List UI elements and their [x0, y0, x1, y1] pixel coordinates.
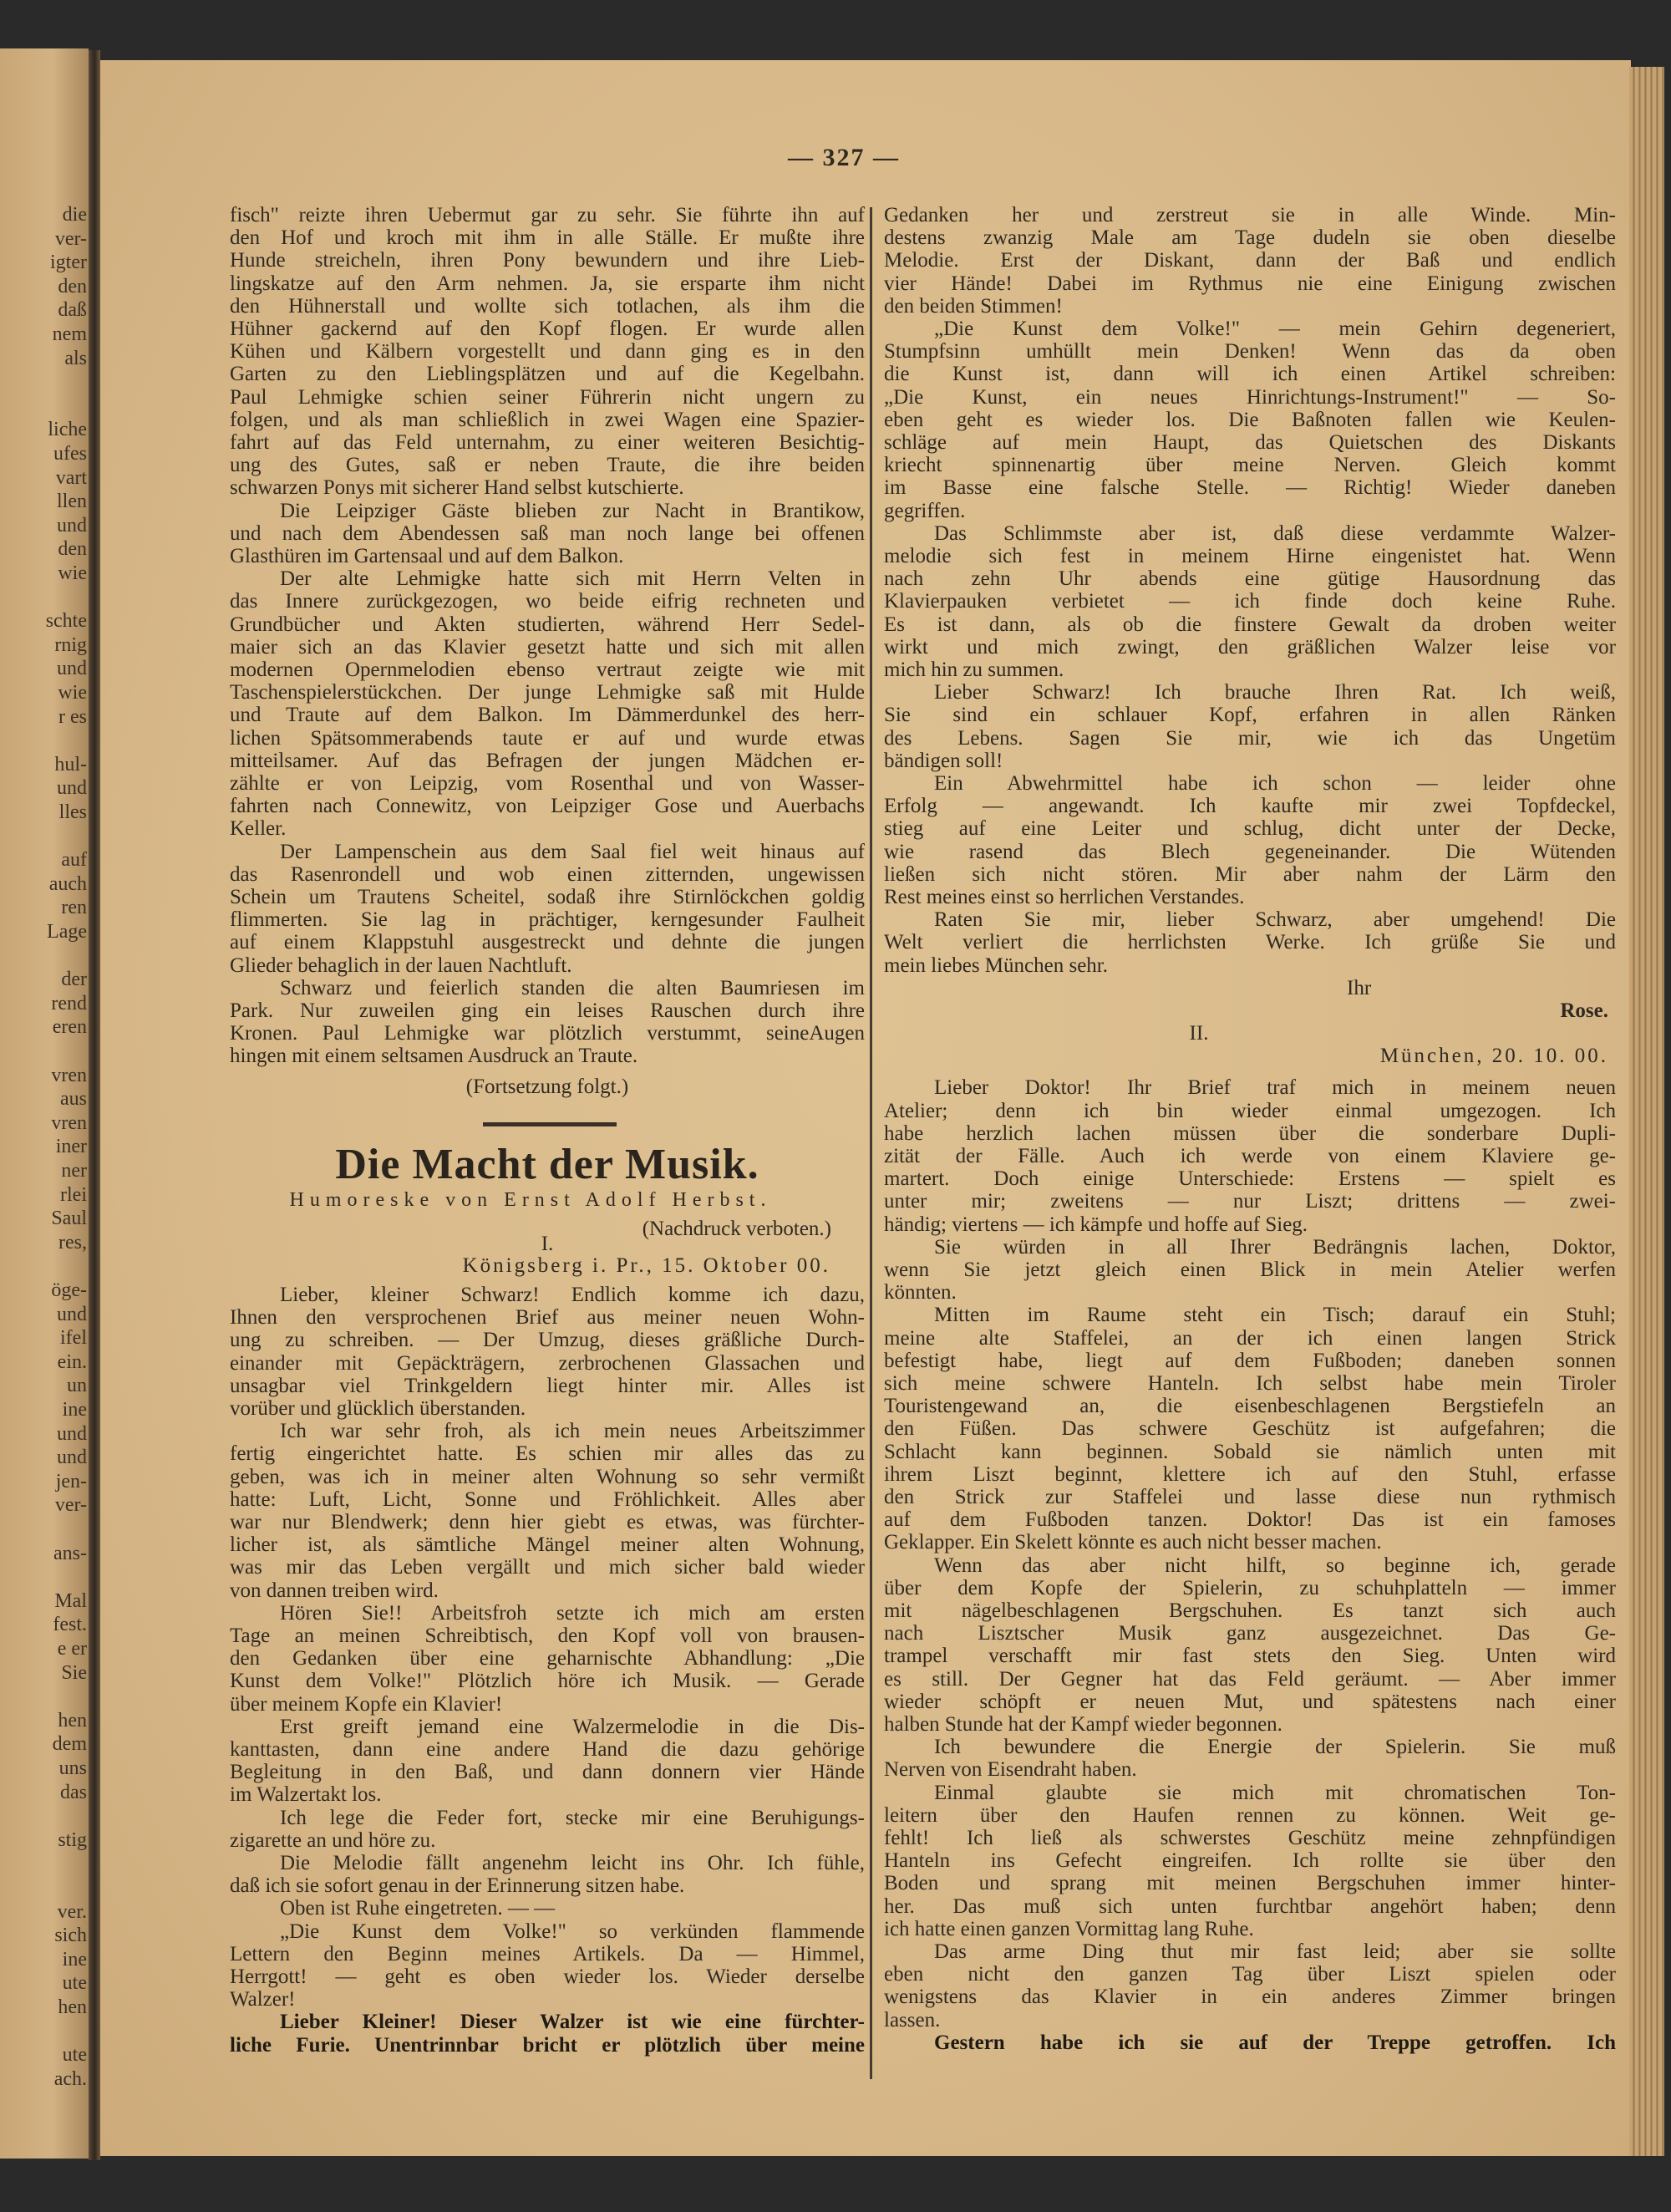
text-line: Glieder behaglich in der lauen Nachtluft. — [230, 953, 572, 977]
facing-page-fragment: vren — [51, 1064, 87, 1086]
text-line: Park. Nur zuweilen ging ein leises Rauschen durch ihre — [230, 999, 865, 1022]
facing-page-fragment: rnig — [54, 633, 87, 656]
facing-page-fragment: lles — [58, 801, 87, 823]
facing-page-fragment: un — [67, 1375, 87, 1397]
text-line: „Die Kunst dem Volke!" — mein Gehirn degeneriert, — [934, 318, 1616, 340]
text-line: Klavierpauken verbietet — ich finde doch keine Ruhe. — [884, 590, 1616, 613]
text-line: Schein um Trautens Scheitel, sodaß ihre Stirnlöckchen goldig — [230, 886, 865, 908]
text-line: Die Leipziger Gäste blieben zur Nacht in Brantikow, — [280, 499, 865, 522]
text-line: den Strick zur Staffelei und lasse diese nun rythmisch — [884, 1486, 1616, 1509]
text-line: Raten Sie mir, lieber Schwarz, aber umgehend! Die — [934, 908, 1616, 932]
facing-page-fragment: ine — [62, 1399, 87, 1421]
section-number: I. — [541, 1233, 554, 1255]
facing-page-fragment: llen — [57, 491, 87, 513]
text-line: Tage an meinen Schreibtisch, den Kopf voll von brausen- — [230, 1625, 865, 1647]
text-line: ihrem Liszt beginnt, klettere ich auf den Stuhl, erfasse — [884, 1462, 1616, 1486]
letter-dateline: Königsberg i. Pr., 15. Oktober 00. — [462, 1254, 830, 1277]
text-line: einander mit Gepäckträgern, zerbrochenen Glassachen und — [230, 1351, 865, 1375]
facing-page-fragment: ifel — [60, 1327, 87, 1350]
section-number: II. — [1189, 1022, 1209, 1045]
facing-page-fragment: wie — [58, 682, 87, 704]
text-line: lichen Spätsommerabends taute er auf und wurde etwas — [230, 726, 865, 750]
letter-signature: Rose. — [1560, 999, 1608, 1022]
text-line: hingen mit einem seltsamen Ausdruck an Traute. — [230, 1045, 638, 1068]
text-line: Lettern den Beginn meines Artikels. Da — Himmel, — [230, 1942, 865, 1965]
facing-page-fragment: ute — [62, 1972, 87, 1995]
text-line: Erfolg — angewandt. Ich kaufte mir zwei Topfdeckel, — [884, 795, 1616, 818]
text-line: könnten. — [884, 1281, 957, 1304]
text-line: ich hatte einen ganzen Vormittag lang Ruhe. — [884, 1917, 1254, 1940]
text-line: „Die Kunst dem Volke!" so verkünden flammende — [280, 1920, 865, 1943]
facing-page-fragment: und — [57, 1303, 87, 1325]
text-line: Stumpfsinn umhüllt mein Denken! Wenn das da oben — [884, 340, 1616, 364]
text-line: daß ich sie sofort genau in der Erinnerung sitzen habe. — [230, 1874, 685, 1898]
text-line: Touristengewand an, die eisenbeschlagenen Bergstiefeln an — [884, 1395, 1616, 1418]
facing-page-fragment: vart — [55, 466, 87, 489]
facing-page-fragment: daß — [58, 299, 87, 322]
column-divider — [870, 207, 872, 2079]
text-line: Das arme Ding thut mir fast leid; aber sie sollte — [934, 1940, 1616, 1964]
text-line: mein liebes München sehr. — [884, 953, 1108, 977]
facing-page-fragment: hul- — [54, 753, 87, 775]
text-line: Kunst dem Volke!" Plötzlich höre ich Musik. — Gerade — [230, 1670, 865, 1693]
letter-dateline: München, 20. 10. 00. — [1379, 1045, 1608, 1068]
text-line: den beiden Stimmen! — [884, 294, 1063, 318]
text-line: sich meine schwere Hanteln. Ich selbst habe mein Tiroler — [884, 1372, 1616, 1396]
text-line: Hunde streicheln, ihren Pony bewundern und ihre Lieb- — [230, 249, 865, 272]
text-line: den Füßen. Das schwere Geschütz ist aufgefahren; die — [884, 1417, 1616, 1441]
text-line: maier sich an das Klavier gesetzt hatte und sich mit allen — [230, 635, 865, 659]
facing-page-fragment: hen — [58, 1996, 87, 2018]
text-line: habe herzlich lachen müssen über die sonderbare Dupli- — [884, 1121, 1616, 1145]
text-line: wirkt und mich zwingt, den gräßlichen Walzer leise vor — [884, 635, 1616, 659]
text-line: eben nicht den ganzen Tag über Liszt spielen oder — [884, 1963, 1616, 1986]
facing-page-fragment: eren — [52, 1016, 87, 1039]
text-line: Wenn das aber nicht hilft, so beginne ich, gerade — [934, 1553, 1616, 1577]
text-line: Melodie. Erst der Diskant, dann der Baß und endlich — [884, 249, 1616, 272]
text-line: auf dem Fußboden tanzen. Doktor! Das ist ein famoses — [884, 1508, 1616, 1532]
text-line: Die Melodie fällt angenehm leicht ins Ohr. Ich fühle, — [280, 1852, 865, 1874]
text-line: über meinem Kopfe ein Klavier! — [230, 1692, 503, 1716]
text-line: Taschenspielerstückchen. Der junge Lehmigke saß mit Hulde — [230, 681, 865, 704]
facing-page-fragment: das — [60, 1781, 87, 1803]
facing-page-fragment: sich — [54, 1925, 87, 1947]
text-line: zigarette an und höre zu. — [230, 1828, 436, 1852]
text-line: ung zu schreiben. — Der Umzug, dieses gräßliche Durch- — [230, 1329, 865, 1352]
text-line: mitteilsamer. Auf das Befragen der jungen Mädchen er- — [230, 749, 865, 772]
text-line: was mir das Leben vergällt und mich sicher bald wieder — [230, 1556, 865, 1579]
text-line: modernen Opernmelodien ebenso vertraut zeigte wie mit — [230, 659, 865, 681]
reprint-notice: (Nachdruck verboten.) — [642, 1218, 831, 1240]
facing-page-fragment: und — [57, 658, 87, 680]
text-line: des Lebens. Sagen Sie mir, wie ich das Ungetüm — [884, 726, 1616, 750]
facing-page-fragment: igter — [50, 252, 87, 274]
text-line: Garten zu den Lieblingsplätzen und auf die Kegelbahn. — [230, 363, 865, 386]
letter-closing: Ihr — [1347, 976, 1372, 999]
text-line: mit nägelbeschlagenen Bergschuhen. Es tanzt sich auch — [884, 1599, 1616, 1623]
facing-page-fragment: jen- — [55, 1470, 87, 1492]
facing-page-fragment: öge- — [51, 1279, 87, 1301]
facing-page-fragment: ine — [62, 1948, 87, 1970]
facing-page-fragment: stig — [58, 1828, 87, 1851]
text-line: liche Furie. Unentrinnbar bricht er plötzlich über meine — [230, 2033, 865, 2057]
facing-page-fragment: Mal — [54, 1589, 87, 1612]
text-line: Paul Lehmigke schien seiner Führerin nicht ungern zu — [230, 385, 865, 409]
facing-page-fragment: res, — [58, 1231, 87, 1253]
text-line: „Die Kunst, ein neues Hinrichtungs-Instrument!" — So- — [884, 385, 1616, 409]
facing-page-fragment: der — [61, 969, 87, 991]
text-line: kanttasten, dann eine andere Hand die dazu gehörige — [230, 1738, 865, 1761]
text-line: fahrt auf das Feld unternahm, zu einer weiteren Besichtig- — [230, 431, 865, 454]
text-line: es still. Der Gegner hat das Feld geräumt. — Aber immer — [884, 1667, 1616, 1691]
text-line: meine alte Staffelei, an der ich einen langen Strick — [884, 1326, 1616, 1350]
facing-page-fragment: dem — [52, 1733, 87, 1756]
facing-page-fragment: als — [64, 347, 87, 369]
text-line: Grundbücher und Akten studierten, während Herr Sedel- — [230, 613, 865, 636]
facing-page-fragment: vren — [51, 1111, 87, 1134]
text-line: Schlacht kann beginnen. Sobald sie nämlich unten mit — [884, 1440, 1616, 1463]
facing-page-fragment: schte — [45, 610, 87, 633]
text-line: im Walzertakt los. — [230, 1783, 382, 1807]
facing-page-fragment: iner — [55, 1136, 87, 1158]
text-line: Lieber Kleiner! Dieser Walzer ist wie eine fürchter- — [280, 2011, 865, 2034]
text-line: Lieber, kleiner Schwarz! Endlich komme ich dazu, — [280, 1284, 865, 1306]
text-line: Ich bewundere die Energie der Spielerin. Sie muß — [934, 1736, 1616, 1759]
text-line: den Hühnerstall und wollte sich totlachen, als ihm die — [230, 294, 865, 318]
facing-page-fragment: ver. — [57, 1900, 87, 1923]
text-line: lingskatze auf den Arm nehmen. Ja, sie ersparte ihm nicht — [230, 272, 865, 295]
facing-page-fragment: ver- — [54, 1494, 87, 1517]
text-line: befestigt habe, liegt auf dem Fußboden; daneben sonnen — [884, 1349, 1616, 1372]
text-line: Kühen und Kälbern vorgestellt und dann ging es in den — [230, 340, 865, 364]
facing-page-fragment: e er — [57, 1638, 87, 1660]
text-line: unter mir; zweitens — nur Liszt; drittens — zwei- — [884, 1190, 1616, 1213]
book-gutter — [89, 50, 100, 2160]
facing-page-fragment: den — [58, 538, 87, 561]
facing-page-fragment: und — [57, 1422, 87, 1445]
text-line: Atelier; denn ich bin wieder einmal umgezogen. Ich — [884, 1099, 1616, 1122]
facing-page-fragment: und — [57, 1447, 87, 1469]
text-line: martert. Doch einige Unterschiede: Erstens — spielt es — [884, 1167, 1616, 1191]
text-line: licher ist, als sämtliche Mängel meiner alten Wohnung, — [230, 1533, 865, 1557]
text-line: Hanteln ins Gefecht eingreifen. Ich rollte sie über den — [884, 1849, 1616, 1873]
facing-page-fragment: Sie — [61, 1661, 87, 1684]
text-line: das Rasenrondell und wob einen zitternden, ungewissen — [230, 862, 865, 886]
text-line: ung des Gutes, saß er neben Traute, die ihre beiden — [230, 454, 865, 477]
text-line: und nach dem Abendessen saß man noch lange bei offenen — [230, 521, 865, 545]
text-line: fisch" reizte ihren Uebermut gar zu sehr. Sie führte ihn auf — [230, 204, 865, 226]
text-line: destens zwanzig Male am Tage dudeln sie oben dieselbe — [884, 226, 1616, 250]
text-line: mich hin zu summen. — [884, 659, 1064, 681]
text-line: das Innere zurückgezogen, wo beide eifrig rechneten und — [230, 590, 865, 613]
text-line: Begleitung in den Baß, und dann donnern vier Hände — [230, 1761, 865, 1784]
text-line: Ich war sehr froh, als ich mein neues Arbeitszimmer — [280, 1420, 865, 1443]
text-line: Hühner gackernd auf den Kopf flogen. Er wurde allen — [230, 318, 865, 340]
text-line: Herrgott! — geht es oben wieder los. Wieder derselbe — [230, 1965, 865, 1988]
facing-page-fragment: Lage — [47, 921, 87, 943]
text-line: Boden und sprang mit meinen Bergschuhen immer hinter- — [884, 1872, 1616, 1895]
text-line: vier Hände! Dabei im Rythmus nie eine Einigung zwischen — [884, 272, 1616, 295]
facing-page-fragment: aus — [60, 1088, 87, 1111]
text-line: den Hof und kroch mit ihm in alle Ställe. Er mußte ihre — [230, 226, 865, 250]
text-line: flimmerten. Sie lag in prächtiger, kerngesunder Faulheit — [230, 908, 865, 932]
text-line: Sie würden in all Ihrer Bedrängnis lachen, Doktor, — [934, 1235, 1616, 1259]
text-line: Ihnen den versprochenen Brief aus meiner neuen Wohn- — [230, 1306, 865, 1330]
text-line: Keller. — [230, 817, 287, 841]
text-line: eben geht es wieder los. Die Baßnoten fallen wie Keulen- — [884, 408, 1616, 431]
facing-page-fragment: fest. — [53, 1614, 87, 1636]
text-line: Sie sind ein schlauer Kopf, erfahren in allen Ränken — [884, 704, 1616, 727]
facing-page-fragment: ver- — [54, 227, 87, 250]
text-line: lassen. — [884, 2008, 941, 2031]
text-line: Walzer! — [230, 1988, 296, 2011]
facing-page-fragment: uns — [58, 1757, 87, 1779]
text-line: wenn Sie jetzt gleich einen Blick in mein Atelier werfen — [884, 1259, 1616, 1282]
text-line: und Traute auf dem Balkon. Im Dämmerdunkel des herr- — [230, 704, 865, 727]
text-line: zählte er von Leipzig, vom Rosenthal und von Wasser- — [230, 772, 865, 795]
text-line: hatte: Luft, Licht, Sonne und Fröhlichkeit. Alles aber — [230, 1487, 865, 1511]
page-stack-edges — [1629, 67, 1664, 2156]
text-line: Das Schlimmste aber ist, daß diese verdammte Walzer- — [934, 521, 1616, 545]
text-line: schläge auf mein Haupt, das Quietschen des Diskants — [884, 431, 1616, 454]
facing-page-fragment: und — [57, 777, 87, 800]
facing-page-fragment: rend — [51, 992, 87, 1014]
text-line: Schwarz und feierlich standen die alten Baumriesen im — [280, 976, 865, 999]
text-line: kriecht spinnenartig über meine Nerven. Gleich kommt — [884, 454, 1616, 477]
text-line: Welt verliert die herrlichsten Werke. Ich grüße Sie und — [884, 931, 1616, 954]
text-line: geben, was ich in meiner alten Wohnung so sehr vermißt — [230, 1465, 865, 1488]
facing-page-fragment: den — [58, 275, 87, 297]
facing-page-fragment: ren — [61, 897, 87, 919]
text-line: Ein Abwehrmittel habe ich schon — leider ohne — [934, 772, 1616, 795]
text-line: Der alte Lehmigke hatte sich mit Herrn Velten in — [280, 567, 865, 591]
text-line: von dannen treiben wird. — [230, 1579, 439, 1602]
text-line: Ich lege die Feder fort, stecke mir eine Beruhigungs- — [280, 1806, 865, 1829]
section-divider — [483, 1122, 617, 1126]
facing-page-fragment: ufes — [53, 443, 87, 465]
text-line: Kronen. Paul Lehmigke war plötzlich verstummt, seineAugen — [230, 1022, 865, 1045]
text-line: über dem Kopfe der Spielerin, zu schuhplatteln — immer — [884, 1576, 1616, 1599]
article-title: Die Macht der Musik. — [335, 1141, 759, 1188]
article-byline: Humoreske von Ernst Adolf Herbst. — [289, 1189, 772, 1211]
text-line: Gestern habe ich sie auf der Treppe getroffen. Ich — [934, 2031, 1616, 2054]
facing-page-fragment: nem — [52, 323, 87, 345]
text-line: Lieber Schwarz! Ich brauche Ihren Rat. Ich weiß, — [934, 681, 1616, 704]
facing-page-fragment: r es — [58, 705, 87, 728]
page-number: — 327 — — [788, 144, 900, 171]
text-line: her. Das muß sich unten furchtbar angehört haben; denn — [884, 1894, 1616, 1918]
text-line: wieder schöpft er neuen Mut, und spätestens nach einer — [884, 1690, 1616, 1713]
text-line: Einmal glaubte sie mich mit chromatischen Ton- — [934, 1781, 1616, 1804]
text-line: wenigstens das Klavier in ein anderes Zimmer bringen — [884, 1986, 1616, 2009]
facing-page-fragment: ach. — [53, 2067, 87, 2090]
text-line: folgen, und als man schließlich in zwei Wagen eine Spazier- — [230, 408, 865, 431]
text-line: unsagbar viel Trinkgeldern liegt hinter mir. Alles ist — [230, 1374, 865, 1397]
text-line: vorüber und glücklich überstanden. — [230, 1397, 526, 1420]
text-line: Oben ist Ruhe eingetreten. — — — [280, 1897, 556, 1920]
text-line: nach Lisztscher Musik ganz ausgezeichnet. Das Ge- — [884, 1622, 1616, 1645]
text-line: Lieber Doktor! Ihr Brief traf mich in meinem neuen — [934, 1076, 1616, 1100]
facing-page-fragment: auch — [48, 872, 87, 895]
text-line: Geklapper. Ein Skelett könnte es auch nicht besser machen. — [884, 1531, 1382, 1554]
facing-page-fragment: Saul — [51, 1208, 87, 1230]
text-line: trampel verschafft mir fast stets den Sieg. Unten wird — [884, 1645, 1616, 1668]
text-line: Es ist dann, als ob die finstere Gewalt da droben weiter — [884, 613, 1616, 636]
text-line: Glasthüren im Gartensaal und auf dem Balkon. — [230, 545, 624, 567]
text-line: bändigen soll! — [884, 749, 1003, 772]
text-line: die Kunst ist, dann will ich einen Artikel schreiben: — [884, 363, 1616, 386]
text-line: melodie sich fest in meinem Hirne eingenistet hat. Wenn — [884, 545, 1616, 567]
facing-page-fragment: liche — [48, 419, 87, 441]
facing-page-fragment: auf — [61, 849, 87, 872]
facing-page-fragment: hen — [58, 1709, 87, 1731]
facing-page-fragment: ein. — [57, 1350, 87, 1373]
text-line: Erst greift jemand eine Walzermelodie in die Dis- — [280, 1715, 865, 1738]
text-line: Rest meines einst so herrlichen Verstandes. — [884, 886, 1245, 908]
text-line: fahrten nach Connewitz, von Leipziger Gose und Auerbachs — [230, 795, 865, 818]
text-line: schwarzen Ponys mit sicherer Hand selbst kutschierte. — [230, 476, 684, 500]
facing-page-fragment: und — [57, 514, 87, 536]
text-line: Mitten im Raume steht ein Tisch; darauf ein Stuhl; — [934, 1304, 1616, 1327]
text-line: Der Lampenschein aus dem Saal fiel weit hinaus auf — [280, 840, 865, 863]
text-line: Nerven von Eisendraht haben. — [884, 1758, 1137, 1782]
text-line: händig; viertens — ich kämpfe und hoffe auf Sieg. — [884, 1213, 1308, 1236]
facing-page-fragment: ans- — [53, 1542, 87, 1564]
text-line: stieg auf eine Leiter und schlug, dicht unter der Decke, — [884, 817, 1616, 841]
text-line: im Basse eine falsche Stelle. — Richtig! Wieder daneben — [884, 476, 1616, 500]
text-line: fertig eingerichtet hatte. Es schien mir alles das zu — [230, 1442, 865, 1466]
facing-page-fragment: ner — [61, 1160, 87, 1182]
text-line: Gedanken her und zerstreut sie in alle Winde. Min- — [884, 204, 1616, 226]
continuation-note: (Fortsetzung folgt.) — [465, 1075, 629, 1098]
facing-page-fragment: wie — [58, 562, 87, 584]
facing-page-fragment: ute — [62, 2044, 87, 2067]
text-line: den Gedanken über eine geharnischte Abhandlung: „Die — [230, 1647, 865, 1670]
text-line: wie rasend das Blech gegeneinander. Die Wütenden — [884, 840, 1616, 863]
text-line: gegriffen. — [884, 499, 966, 522]
text-line: Hören Sie!! Arbeitsfroh setzte ich mich am ersten — [280, 1601, 865, 1625]
text-line: halben Stunde hat der Kampf wieder begonnen. — [884, 1713, 1282, 1737]
text-line: leitern über den Haufen rennen zu können. Weit ge- — [884, 1803, 1616, 1827]
facing-page-fragment: die — [62, 204, 87, 226]
text-line: ließen sich nicht stören. Mir aber nahm der Lärm den — [884, 862, 1616, 886]
text-line: zität der Fälle. Auch ich werde von einem Klaviere ge- — [884, 1145, 1616, 1168]
text-line: fehlt! Ich ließ als schwerstes Geschütz meine zehnpfündigen — [884, 1827, 1616, 1850]
text-line: war nur Blendwerk; denn hier giebt es etwas, was fürchter- — [230, 1511, 865, 1533]
facing-page-fragment: rlei — [60, 1183, 87, 1206]
text-line: auf einem Klappstuhl ausgestreckt und dehnte die jungen — [230, 931, 865, 954]
text-line: nach zehn Uhr abends eine gütige Hausordnung das — [884, 567, 1616, 591]
